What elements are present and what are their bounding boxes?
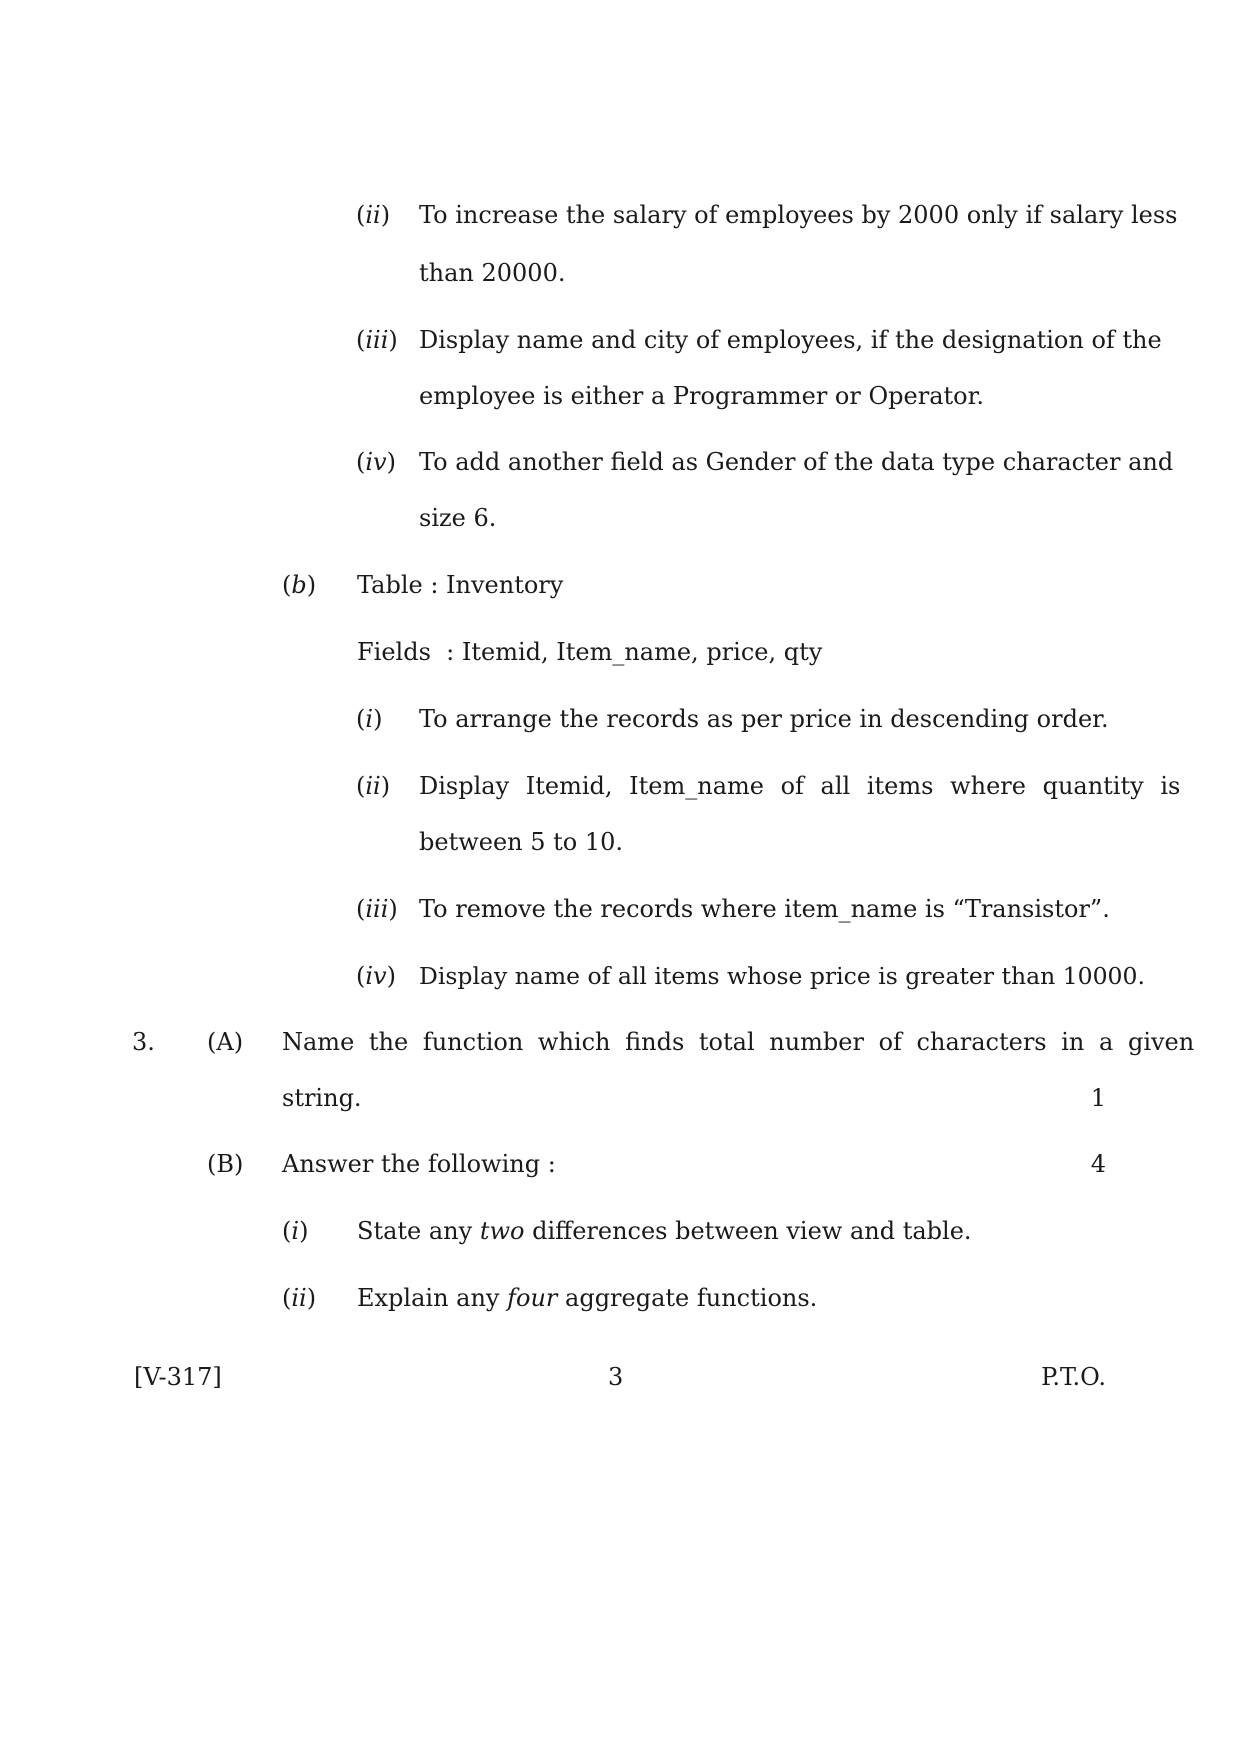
question-text: between 5 to 10. xyxy=(419,828,624,856)
page-number: 3 xyxy=(608,1363,624,1391)
table-fields: Fields : Itemid, Item_name, price, qty xyxy=(357,638,823,666)
sub-question-label: (B) xyxy=(207,1150,244,1178)
item-number: (i) xyxy=(282,1217,309,1245)
question-text: State any two differences between view and table. xyxy=(357,1217,972,1245)
table-name: Table : Inventory xyxy=(357,571,564,599)
item-number: (ii) xyxy=(356,772,391,800)
question-text: employee is either a Programmer or Operator. xyxy=(419,382,985,410)
paper-code: [V-317] xyxy=(134,1363,222,1391)
marks: 1 xyxy=(1090,1084,1106,1112)
question-text: Display Itemid, Item_name of all items where quantity is xyxy=(419,772,1181,800)
question-text: To add another field as Gender of the data type character and xyxy=(419,448,1174,476)
part-label: (b) xyxy=(282,571,317,599)
sub-question-label: (A) xyxy=(207,1028,244,1056)
item-number: (iii) xyxy=(356,895,398,923)
question-text: To remove the records where item_name is “Transistor”. xyxy=(419,895,1110,923)
question-text: Answer the following : xyxy=(282,1150,556,1178)
question-number: 3. xyxy=(132,1028,155,1056)
item-number: (ii) xyxy=(282,1284,317,1312)
marks: 4 xyxy=(1090,1150,1106,1178)
question-text: To increase the salary of employees by 2000 only if salary less xyxy=(419,201,1178,229)
question-text: Name the function which finds total number of characters in a given xyxy=(282,1028,1195,1056)
question-text: Display name of all items whose price is greater than 10000. xyxy=(419,962,1145,990)
item-number: (iv) xyxy=(356,962,396,990)
question-text: Display name and city of employees, if the designation of the xyxy=(419,326,1162,354)
question-text: To arrange the records as per price in descending order. xyxy=(419,705,1109,733)
item-number: (i) xyxy=(356,705,383,733)
item-number: (iv) xyxy=(356,448,396,476)
question-text: string. xyxy=(282,1084,362,1112)
pto-label: P.T.O. xyxy=(1041,1363,1106,1391)
question-text: size 6. xyxy=(419,504,497,532)
item-number: (ii) xyxy=(356,201,391,229)
question-text: Explain any four aggregate functions. xyxy=(357,1284,818,1312)
item-number: (iii) xyxy=(356,326,398,354)
question-text: than 20000. xyxy=(419,259,566,287)
